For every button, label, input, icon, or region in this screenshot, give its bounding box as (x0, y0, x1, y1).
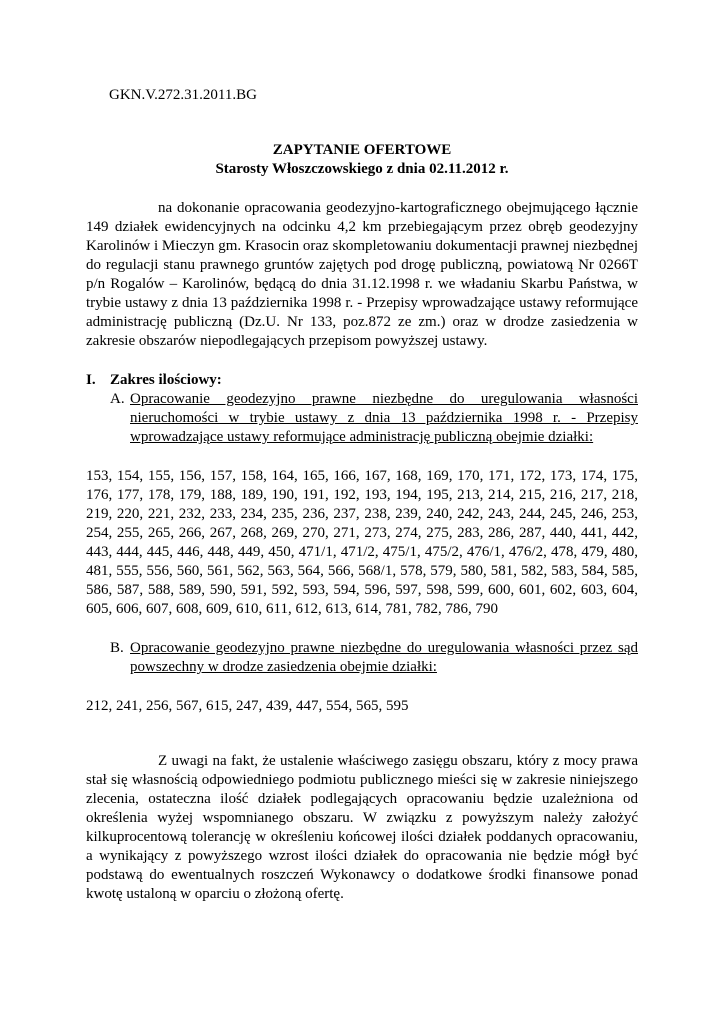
subsection-a-letter: A. (110, 391, 125, 407)
document-subtitle: Starosty Włoszczowskiego z dnia 02.11.2012 r. (215, 161, 509, 177)
document-page (86, 86, 638, 904)
reference-number: GKN.V.272.31.2011.BG (109, 87, 257, 103)
section-title: Zakres ilościowy: (110, 372, 222, 388)
intro-paragraph: na dokonanie opracowania geodezyjno-kartograficznego obejmującego łącznie 149 działek ewidencyjnych na odcinku 4,2 km przebiegającym przez obręb geodezyjny Karolinów i Mieczyn gm. Krasocin oraz skompletowaniu dokumentacji prawnej niezbędnej do regulacji stanu prawnego gruntów zajętych pod drogę publiczną, powiatową Nr 0266T p/n Rogalów – Karolinów, będącą do dnia 31.12.1998 r. we władaniu Skarbu Państwa, w trybie ustawy z dnia 13 października 1998 r. - Przepisy wprowadzające ustawy reformujące administrację publiczną (Dz.U. Nr 133, poz.872 ze zm.) oraz w drodze zasiedzenia w zakresie obszarów niepodlegających przepisom powyższej ustawy. (86, 200, 638, 349)
parcel-list-a: 153, 154, 155, 156, 157, 158, 164, 165, 166, 167, 168, 169, 170, 171, 172, 173, 174, 175, 176, 177, 178, 179, 188, 189, 190, 191, 192, 193, 194, 195, 213, 214, 215, 216, 217, 218, 219, 220, 221, 232, 233, 234, 235, 236, 237, 238, 239, 240, 242, 243, 244, 245, 246, 253, 254, 255, 265, 266, 267, 268, 269, 270, 271, 273, 274, 275, 283, 286, 287, 440, 441, 442, 443, 444, 445, 446, 448, 449, 450, 471/1, 471/2, 475/1, 475/2, 476/1, 476/2, 478, 479, 480, 481, 555, 556, 560, 561, 562, 563, 564, 566, 568/1, 578, 579, 580, 581, 582, 583, 584, 585, 586, 587, 588, 589, 590, 591, 592, 593, 594, 596, 597, 598, 599, 600, 601, 602, 603, 604, 605, 606, 607, 608, 609, 610, 611, 612, 613, 614, 781, 782, 786, 790 (86, 468, 638, 617)
subsection-a (110, 390, 638, 447)
section-heading (86, 371, 638, 390)
subsection-b-text: Opracowanie geodezyjno prawne niezbędne do uregulowania własności przez sąd powszechny w drodze zasiedzenia obejmie działki: (130, 640, 638, 675)
subsection-a-text: Opracowanie geodezyjno prawne niezbędne do uregulowania własności nieruchomości w trybie ustawy z dnia 13 października 1998 r. - Przepisy wprowadzające ustawy reformujące administrację publiczną obejmie działki: (130, 391, 638, 445)
section-number: I. (86, 372, 96, 388)
subsection-b (110, 639, 638, 677)
parcel-list-b: 212, 241, 256, 567, 615, 247, 439, 447, 554, 565, 595 (86, 698, 409, 714)
subsection-b-letter: B. (110, 640, 124, 656)
closing-paragraph: Z uwagi na fakt, że ustalenie właściwego zasięgu obszaru, który z mocy prawa stał się własnością odpowiedniego podmiotu publicznego mieści się w zakresie niniejszego zlecenia, ostateczna ilość działek podlegających opracowaniu będzie uzależniona od określenia wyżej wspomnianego obszaru. W związku z powyższym należy założyć kilkuprocentową tolerancję w określeniu końcowej ilości działek poddanych opracowaniu, a wynikający z powyższego wzrost ilości działek do opracowania nie będzie mógł być podstawą do ewentualnych roszczeń Wykonawcy o dodatkowe środki finansowe ponad kwotę ustaloną w oparciu o złożoną ofertę. (86, 753, 638, 902)
document-title: ZAPYTANIE OFERTOWE (272, 142, 452, 158)
